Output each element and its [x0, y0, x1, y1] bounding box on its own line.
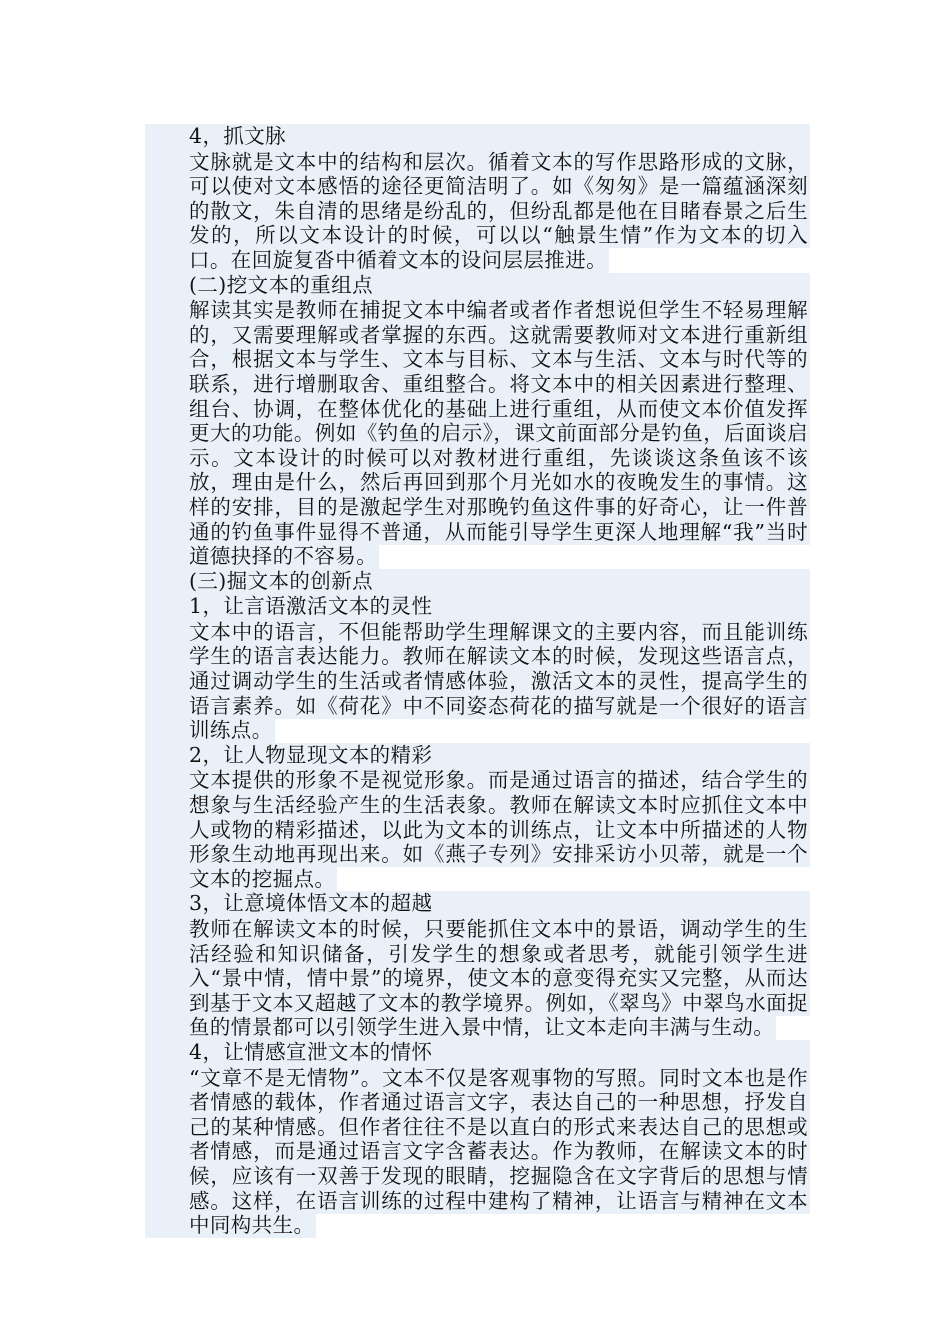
section-heading	[145, 124, 810, 150]
paragraph	[145, 150, 810, 273]
paragraph-text: 解读其实是教师在捕捉文本中编者或者作者想说但学生不轻易理解的，又需要理解或者掌握的东西。这就需要教师对文本进行重新组合，根据文本与学生、文本与目标、文本与生活、文本与时代等的联系，进行增删取舍、重组整合。将文本中的相关因素进行整理、组台、协调，在整体优化的基础上进行重组，从而使文本价值发挥更大的功能。例如《钓鱼的启示》，课文前面部分是钓鱼，后面谈启示。文本设计的时候可以对教材进行重组，先谈谈这条鱼该不该放，理由是什么，然后再回到那个月光如水的夜晚发生的事情。这样的安排，目的是激起学生对那晚钓鱼这件事的好奇心，让一件普通的钓鱼事件显得不普通，从而能引导学生更深人地理解“我”当时道德抉择的不容易。	[145, 298, 810, 569]
section-heading	[145, 1040, 810, 1066]
paragraph-text: 教师在解读文本的时候，只要能抓住文本中的景语，调动学生的生活经验和知识储备，引发学生的想象或者思考，就能引领学生进入“景中情，情中景”的境界，使文本的意变得充实又完整，从而达到基于文本又超越了文本的教学境界。例如，《翠鸟》中翠鸟水面捉鱼的情景都可以引领学生进入景中情，让文本走向丰满与生动。	[145, 917, 810, 1040]
section-heading-text: 1，让言语激活文本的灵性	[145, 594, 810, 620]
paragraph-text: “文章不是无情物”。文本不仅是客观事物的写照。同时文本也是作者情感的载体，作者通过语言文字，表达自己的一种思想，抒发自己的某种情感。但作者往往不是以直白的形式来表达自己的思想或者情感，而是通过语言文字含蓄表达。作为教师，在解读文本的时候，应该有一双善于发现的眼睛，挖掘隐含在文字背后的思想与情感。这样，在语言训练的过程中建构了精神，让语言与精神在文本中同构共生。	[145, 1066, 810, 1239]
section-heading	[145, 569, 810, 595]
section-heading-text: 4，抓文脉	[145, 124, 810, 150]
section-heading-text: (三)掘文本的创新点	[145, 569, 810, 595]
section-heading-text: 3，让意境体悟文本的超越	[145, 891, 810, 917]
paragraph-text: 文脉就是文本中的结构和层次。循着文本的写作思路形成的文脉，可以使对文本感悟的途径更简洁明了。如《匆匆》是一篇蕴涵深刻的散文，朱自清的思绪是纷乱的，但纷乱都是他在目睹春景之后生发的，所以文本设计的时候，可以以“触景生情”作为文本的切入口。在回旋复沓中循着文本的设问层层推进。	[145, 150, 810, 273]
document-body	[145, 124, 810, 1238]
section-heading-text: 4，让情感宣泄文本的情怀	[145, 1040, 810, 1066]
section-heading	[145, 273, 810, 299]
paragraph	[145, 1066, 810, 1238]
paragraph-text: 文本提供的形象不是视觉形象。而是通过语言的描述，结合学生的想象与生活经验产生的生活表象。教师在解读文本时应抓住文本中人或物的精彩描述，以此为文本的训练点，让文本中所描述的人物形象生动地再现出来。如《燕子专列》安排采访小贝蒂，就是一个文本的挖掘点。	[145, 768, 810, 891]
paragraph-text: 文本中的语言，不但能帮助学生理解课文的主要内容，而且能训练学生的语言表达能力。教师在解读文本的时候，发现这些语言点，通过调动学生的生活或者情感体验，激活文本的灵性，提高学生的语言素养。如《荷花》中不同姿态荷花的描写就是一个很好的语言训练点。	[145, 620, 810, 743]
section-heading	[145, 594, 810, 620]
paragraph	[145, 768, 810, 891]
paragraph	[145, 620, 810, 743]
section-heading	[145, 891, 810, 917]
paragraph	[145, 298, 810, 569]
paragraph	[145, 917, 810, 1040]
section-heading	[145, 743, 810, 769]
section-heading-text: (二)挖文本的重组点	[145, 273, 810, 299]
section-heading-text: 2，让人物显现文本的精彩	[145, 743, 810, 769]
